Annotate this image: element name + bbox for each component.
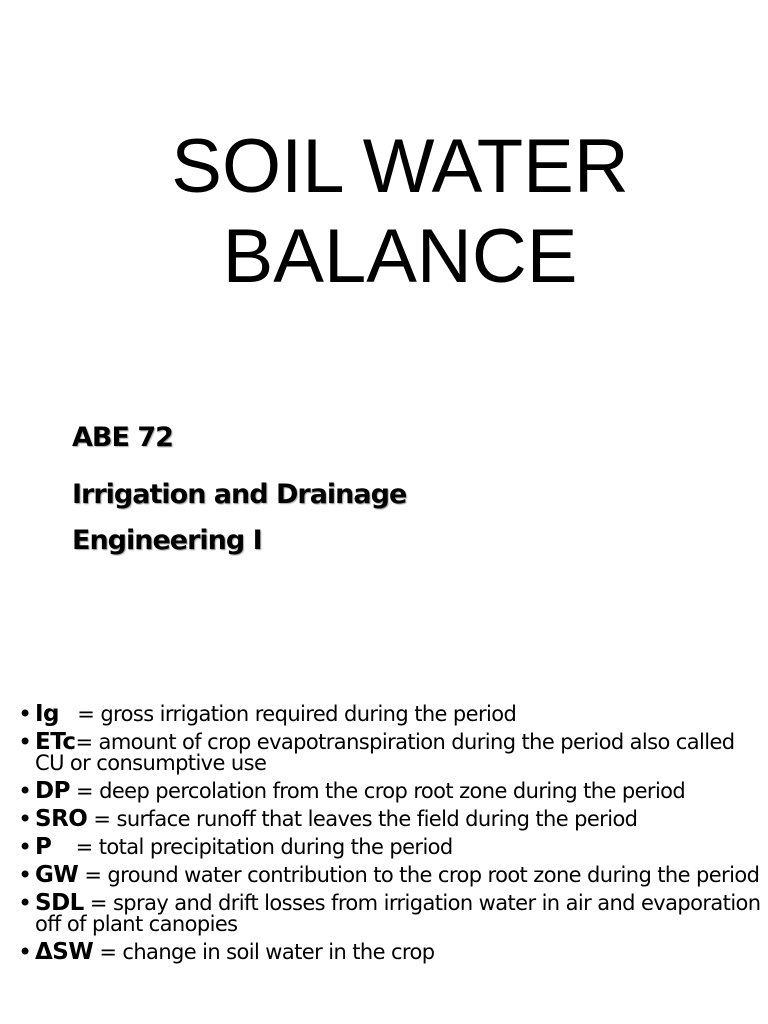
definition-term: DP (35, 778, 70, 804)
definition-term: P (35, 834, 52, 860)
list-item (18, 700, 763, 728)
definition-term: SRO (35, 806, 88, 832)
course-code: ABE 72 (72, 422, 173, 453)
title-line-1: SOIL WATER (171, 124, 629, 209)
definition-text: = amount of crop evapotranspiration during the period also called CU or consumptive use (35, 730, 741, 775)
list-item (18, 777, 763, 805)
list-item (18, 805, 763, 833)
list-item (18, 728, 763, 775)
list-item (18, 833, 763, 861)
definition-text: = deep percolation from the crop root zone during the period (69, 779, 686, 803)
definition-term: GW (35, 862, 79, 888)
bullet-icon: • (18, 728, 32, 756)
definition-text: = change in soil water in the crop (93, 940, 435, 964)
list-item (18, 938, 763, 966)
title-line-2: BALANCE (222, 214, 578, 299)
course-subtitle (72, 418, 672, 564)
bullet-icon: • (18, 861, 32, 889)
definition-term: SDL (35, 890, 84, 916)
definition-term: ETc (35, 729, 76, 755)
bullet-icon: • (18, 889, 32, 917)
bullet-icon: • (18, 938, 32, 966)
slide-title (0, 122, 768, 302)
course-name-line-2: Engineering I (72, 525, 262, 556)
definition-text: = total precipitation during the period (51, 835, 453, 859)
list-item (18, 861, 763, 889)
definition-text: = gross irrigation required during the period (59, 702, 517, 726)
definition-text: = spray and drift losses from irrigation water in air and evaporation off of plant canopies (35, 891, 767, 936)
list-item (18, 889, 767, 936)
bullet-icon: • (18, 833, 32, 861)
definition-term: ΔSW (35, 939, 94, 965)
definitions-list (18, 700, 767, 970)
definition-text: = surface runoff that leaves the field during the period (87, 807, 638, 831)
bullet-icon: • (18, 805, 32, 833)
definition-term: Ig (35, 701, 60, 727)
bullet-icon: • (18, 777, 32, 805)
bullet-icon: • (18, 700, 32, 728)
course-name-line-1: Irrigation and Drainage (72, 479, 407, 510)
definition-text: = ground water contribution to the crop root zone during the period (78, 863, 760, 887)
